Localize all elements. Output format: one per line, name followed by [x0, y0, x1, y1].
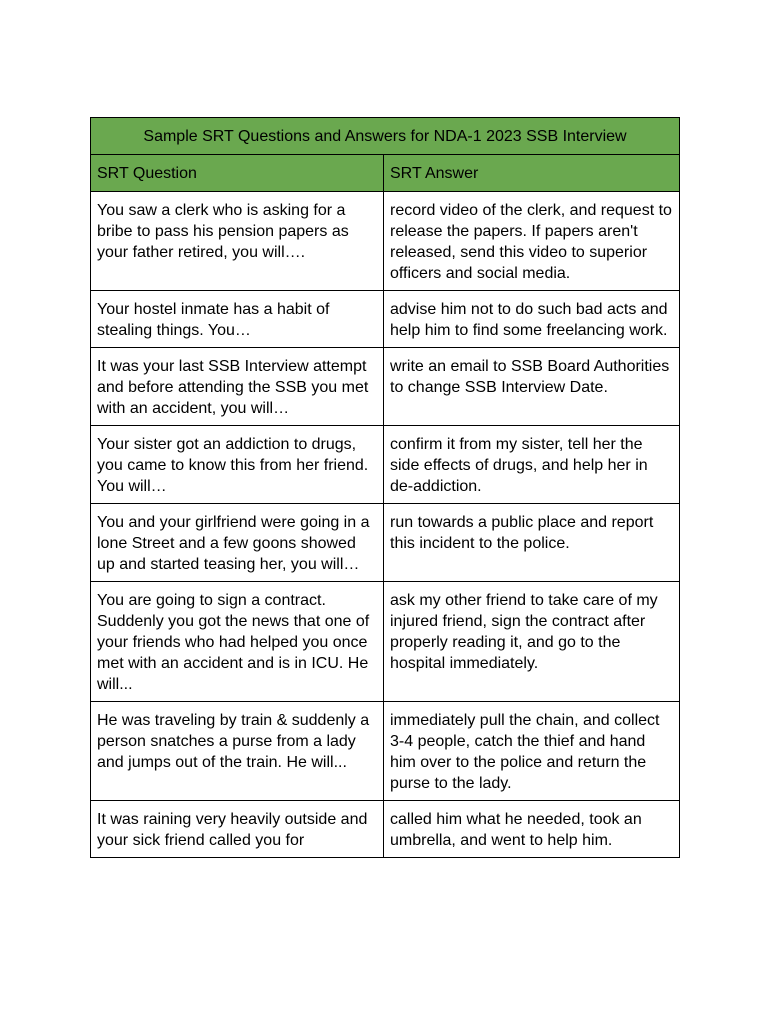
question-cell: He was traveling by train & suddenly a person snatches a purse from a lady and jumps out of the train. He will...	[91, 702, 384, 801]
question-cell: You and your girlfriend were going in a lone Street and a few goons showed up and started teasing her, you will…	[91, 504, 384, 582]
question-cell: Your hostel inmate has a habit of stealing things. You…	[91, 291, 384, 348]
answer-cell: called him what he needed, took an umbrella, and went to help him.	[384, 801, 680, 858]
srt-table	[90, 117, 680, 858]
table-row	[91, 801, 680, 858]
answer-cell: immediately pull the chain, and collect 3-4 people, catch the thief and hand him over to the police and return the purse to the lady.	[384, 702, 680, 801]
table-title-row	[91, 118, 680, 155]
table-row	[91, 504, 680, 582]
table-row	[91, 702, 680, 801]
table-row	[91, 582, 680, 702]
question-cell: It was your last SSB Interview attempt and before attending the SSB you met with an accident, you will…	[91, 348, 384, 426]
answer-cell: record video of the clerk, and request to release the papers. If papers aren't released, send this video to superior officers and social media.	[384, 192, 680, 291]
answer-cell: advise him not to do such bad acts and help him to find some freelancing work.	[384, 291, 680, 348]
table-header-row	[91, 155, 680, 192]
answer-cell: ask my other friend to take care of my injured friend, sign the contract after properly reading it, and go to the hospital immediately.	[384, 582, 680, 702]
question-cell: You are going to sign a contract. Suddenly you got the news that one of your friends who had helped you once met with an accident and is in ICU. He will...	[91, 582, 384, 702]
answer-cell: confirm it from my sister, tell her the side effects of drugs, and help her in de-addiction.	[384, 426, 680, 504]
answer-cell: write an email to SSB Board Authorities to change SSB Interview Date.	[384, 348, 680, 426]
table-row	[91, 426, 680, 504]
table-row	[91, 348, 680, 426]
answer-cell: run towards a public place and report this incident to the police.	[384, 504, 680, 582]
table-row	[91, 192, 680, 291]
column-header-answer: SRT Answer	[384, 155, 680, 192]
question-cell: You saw a clerk who is asking for a bribe to pass his pension papers as your father retired, you will….	[91, 192, 384, 291]
table-row	[91, 291, 680, 348]
question-cell: Your sister got an addiction to drugs, you came to know this from her friend. You will…	[91, 426, 384, 504]
table-title	[91, 118, 680, 155]
column-header-question: SRT Question	[91, 155, 384, 192]
table-title-text: Sample SRT Questions and Answers for NDA-1 2023 SSB Interview	[143, 128, 627, 145]
question-cell: It was raining very heavily outside and your sick friend called you for	[91, 801, 384, 858]
